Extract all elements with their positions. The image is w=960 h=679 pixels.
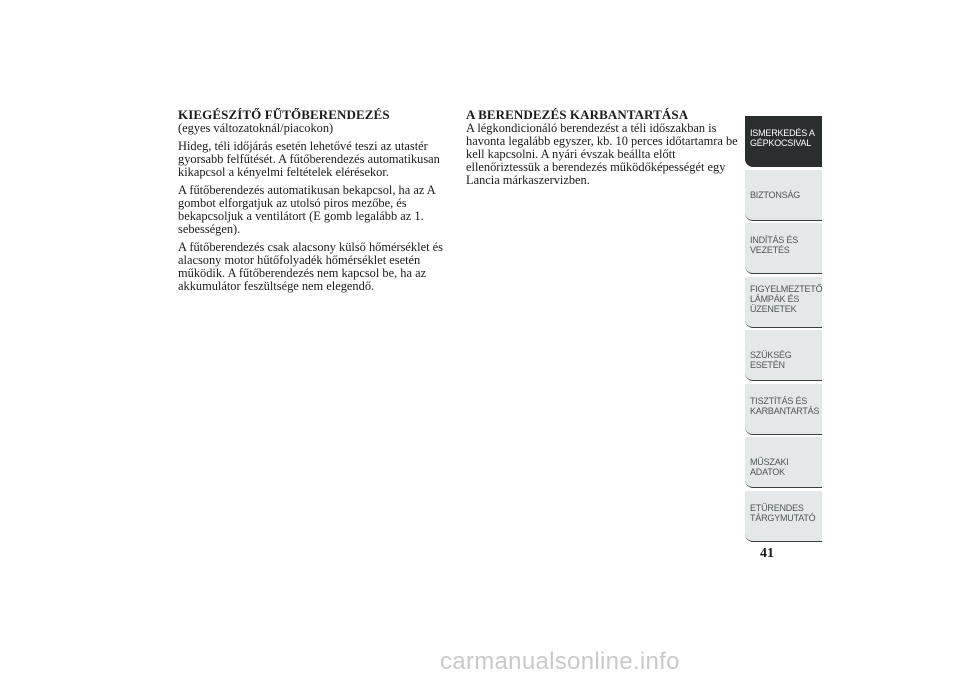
tab-label: GÉPKOCSIVAL — [750, 138, 812, 148]
left-column — [178, 108, 446, 298]
page-number: 41 — [760, 546, 774, 561]
paragraph: A légkondicionáló berendezést a téli időszakban is havonta legalább egyszer, kb. 10 perces időtartamra be kell kapcsolni. A nyári évszak beállta előtt ellenőriztessük a berendezés működőképességét egy Lancia márkaszervizben. — [466, 121, 738, 187]
tab-warning-lights[interactable] — [745, 277, 822, 328]
tab-label: ISMERKEDÉS A — [750, 128, 815, 138]
tab-index[interactable] — [745, 491, 822, 542]
tab-label: ETŰRENDES — [750, 502, 804, 513]
tab-technical-data[interactable] — [745, 437, 822, 488]
tab-label: VEZETÉS — [750, 245, 790, 255]
tab-label: ÜZENETEK — [750, 303, 797, 314]
tab-label: TÁRGYMUTATÓ — [750, 512, 816, 523]
paragraph: A fűtőberendezés csak alacsony külső hőmérséklet és alacsony motor hűtőfolyadék hőmérséklet esetén működik. A fűtőberendezés nem kapcsol be, ha az akkumulátor feszültsége nem elegendő. — [178, 240, 443, 293]
tab-label: INDÍTÁS ÉS — [750, 235, 799, 245]
paragraph: Hideg, téli időjárás esetén lehetővé teszi az utastér gyorsabb felfűtését. A fűtőberendezés automatikusan kikapcsol a kényelmi feltételek elérésekor. — [178, 139, 440, 179]
watermark: carmanualsonline.info — [440, 648, 680, 675]
tab-starting-driving[interactable] — [745, 223, 822, 274]
tab-getting-to-know[interactable] — [745, 116, 822, 167]
tab-emergency[interactable] — [745, 330, 822, 381]
section-subheading: (egyes változatoknál/piacokon) — [178, 121, 334, 135]
tab-label: KARBANTARTÁS — [750, 405, 820, 416]
paragraph: A fűtőberendezés automatikusan bekapcsol, ha az A gombot elforgatjuk az utolsó piros mezőbe, és bekapcsoljuk a ventilátort (E gomb legalább az 1. sebességen). — [178, 183, 436, 236]
chapter-tabs — [745, 116, 822, 544]
right-column — [466, 108, 738, 192]
tab-label: BIZTONSÁG — [750, 189, 801, 200]
section-heading-heater: KIEGÉSZÍTŐ FŰTŐBERENDEZÉS — [178, 107, 390, 122]
tab-safety[interactable] — [745, 170, 822, 221]
tab-label: FIGYELMEZTETŐ — [750, 283, 823, 294]
section-heading-maintenance: A BERENDEZÉS KARBANTARTÁSA — [466, 107, 689, 122]
tab-label: TISZTÍTÁS ÉS — [750, 395, 808, 406]
tab-label: LÁMPÁK ÉS — [750, 293, 800, 304]
tab-label: SZÜKSÉG ESETÉN — [750, 350, 792, 370]
tab-label: MŰSZAKI ADATOK — [750, 457, 789, 477]
tab-maintenance[interactable] — [745, 384, 822, 435]
